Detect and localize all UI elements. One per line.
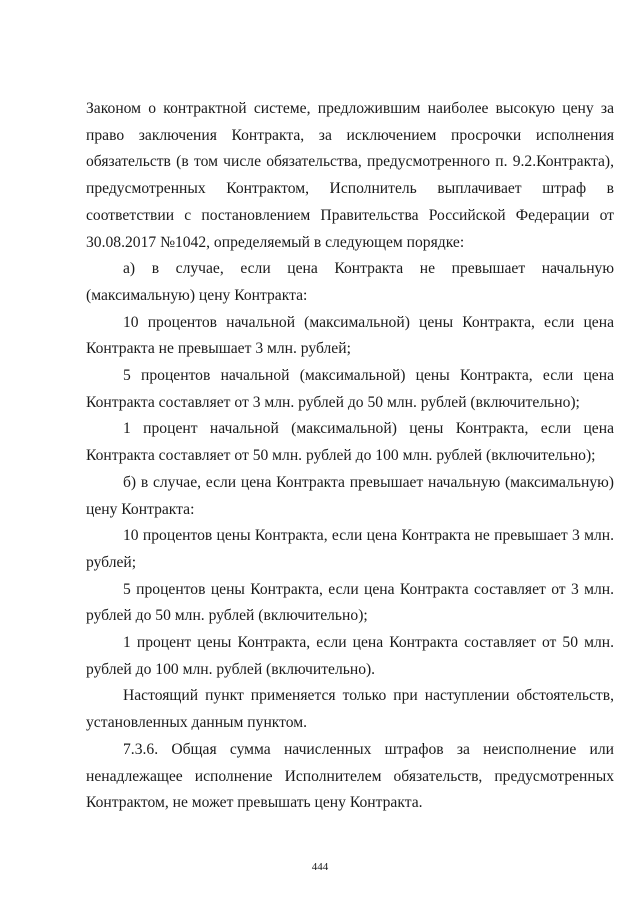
document-body [86, 96, 614, 817]
paragraph-a-1-percent: 1 процент начальной (максимальной) цены Контракта, если цена Контракта составляет от 50 млн. рублей до 100 млн. рублей (включительно); [86, 420, 614, 465]
page-number: 444 [311, 861, 329, 873]
paragraph-clause-b: б) в случае, если цена Контракта превышает начальную (максимальную) цену Контракта: [86, 473, 614, 518]
paragraph-7-3-6: 7.3.6. Общая сумма начисленных штрафов за неисполнение или ненадлежащее исполнение Исполнителем обязательств, предусмотренных Контрактом, не может превышать цену Контракта. [86, 740, 614, 812]
paragraph-a-5-percent: 5 процентов начальной (максимальной) цены Контракта, если цена Контракта составляет от 3 млн. рублей до 50 млн. рублей (включительно); [86, 367, 614, 411]
paragraph-b-1-percent: 1 процент цены Контракта, если цена Контракта составляет от 50 млн. рублей до 100 млн. рублей (включительно). [86, 634, 614, 678]
paragraph-clause-a: а) в случае, если цена Контракта не превышает начальную (максимальную) цену Контракта: [86, 260, 614, 304]
paragraph-b-10-percent: 10 процентов цены Контракта, если цена Контракта не превышает 3 млн. рублей; [86, 527, 614, 571]
paragraph-intro: Законом о контрактной системе, предложившим наиболее высокую цену за право заключения Контракта, за исключением просрочки исполнения обязательств (в том числе обязательства, предусмотренного п. 9.2.Контракта), предусмотренных Контрактом, Исполнитель выплачивает штраф в соответствии с постановлением Правительства Российской Федерации от 30.08.2017 №1042, определяемый в следующем порядке: [86, 100, 614, 251]
paragraph-applicability: Настоящий пункт применяется только при наступлении обстоятельств, установленных данным пунктом. [86, 687, 614, 732]
paragraph-b-5-percent: 5 процентов цены Контракта, если цена Контракта составляет от 3 млн. рублей до 50 млн. рублей (включительно); [86, 580, 614, 625]
paragraph-a-10-percent: 10 процентов начальной (максимальной) цены Контракта, если цена Контракта не превышает 3 млн. рублей; [86, 313, 614, 358]
